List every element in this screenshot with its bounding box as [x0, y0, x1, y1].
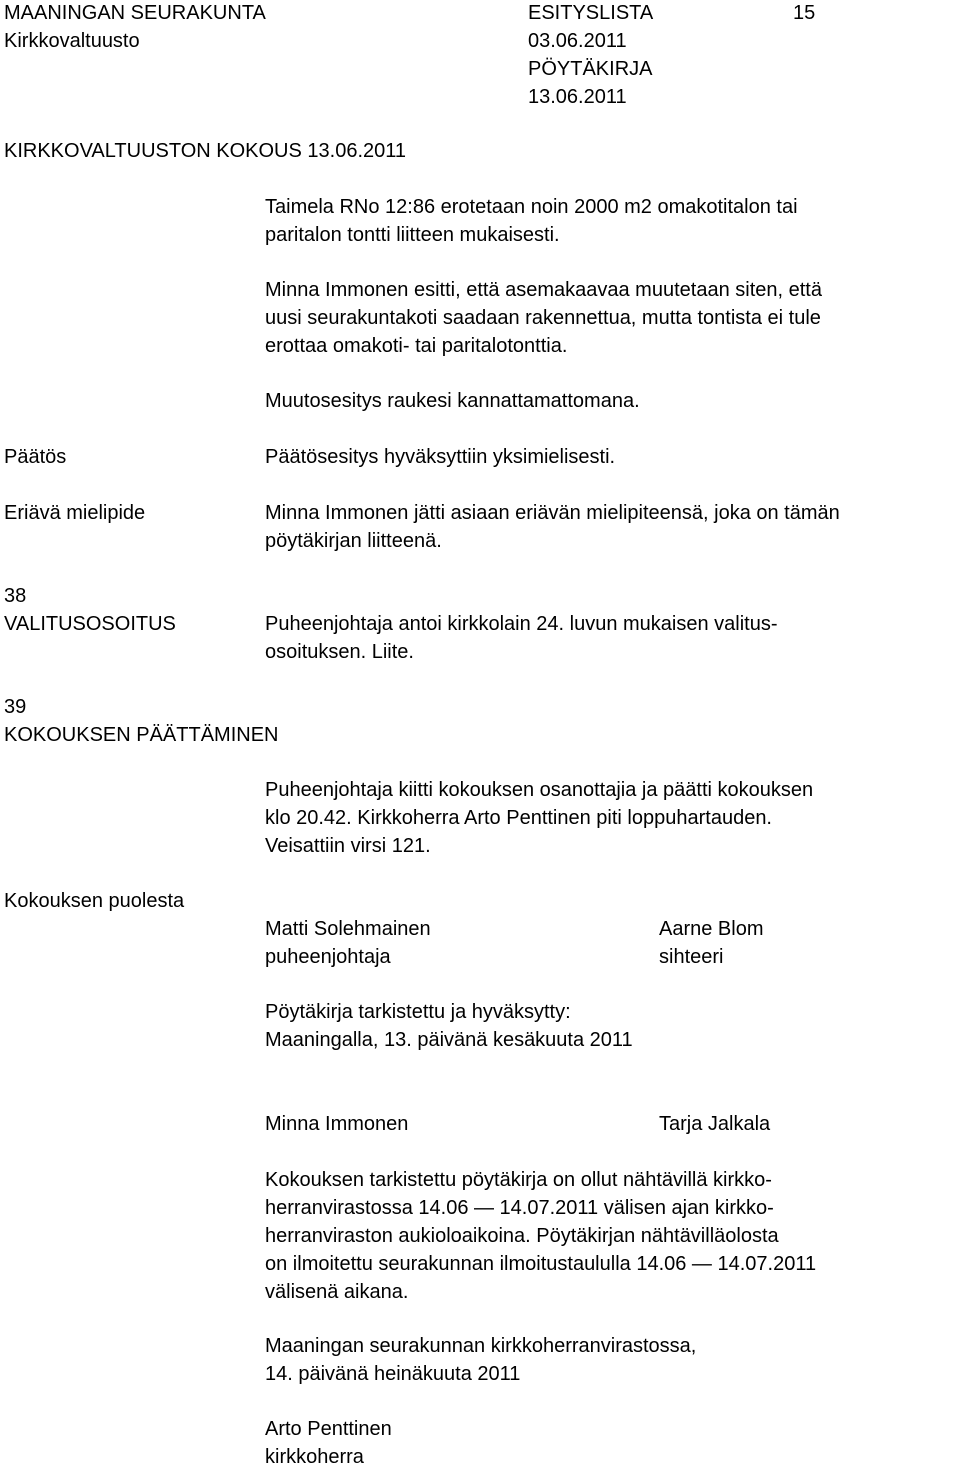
- checker-2-name: Tarja Jalkala: [659, 1113, 771, 1135]
- closing-signer-name: Arto Penttinen: [265, 1418, 392, 1440]
- section-39-title: KOKOUKSEN PÄÄTTÄMINEN: [4, 724, 279, 746]
- display-notice: [265, 1166, 816, 1306]
- intro-paragraph-2: [265, 276, 822, 360]
- text-line: Taimela RNo 12:86 erotetaan noin 2000 m2 omakotitalon tai: [265, 196, 798, 218]
- secretary-role: sihteeri: [659, 946, 724, 968]
- minutes-date: 13.06.2011: [528, 86, 627, 108]
- decision-text: Päätösesitys hyväksyttiin yksimielisesti.: [265, 446, 616, 468]
- checker-1-name: Minna Immonen: [265, 1113, 409, 1135]
- text-line: Minna Immonen jätti asiaan eriävän mielipiteensä, joka on tämän: [265, 502, 840, 524]
- section-38-title: VALITUSOSOITUS: [4, 613, 176, 635]
- governing-body-name: Kirkkovaltuusto: [4, 30, 140, 52]
- text-line: Puheenjohtaja kiitti kokouksen osanottajia ja päätti kokouksen: [265, 779, 814, 801]
- text-line: klo 20.42. Kirkkoherra Arto Penttinen piti loppuhartauden.: [265, 807, 772, 829]
- verification-place-date: Maaningalla, 13. päivänä kesäkuuta 2011: [265, 1029, 633, 1051]
- intro-paragraph-3: [265, 387, 640, 415]
- intro-paragraph-1: [265, 193, 798, 249]
- page-number: 15: [793, 2, 816, 24]
- text-line: Minna Immonen esitti, että asemakaavaa muutetaan siten, että: [265, 279, 822, 301]
- text-line: Kokouksen tarkistettu pöytäkirja on ollut nähtävillä kirkko-: [265, 1169, 772, 1191]
- text-line: Veisattiin virsi 121.: [265, 835, 431, 857]
- closing-signer-role: kirkkoherra: [265, 1446, 364, 1468]
- organization-name: MAANINGAN SEURAKUNTA: [4, 2, 266, 24]
- text-line: erottaa omakoti- tai paritalotonttia.: [265, 335, 568, 357]
- text-line: Puheenjohtaja antoi kirkkolain 24. luvun mukaisen valitus-: [265, 613, 778, 635]
- verification-label: Pöytäkirja tarkistettu ja hyväksytty:: [265, 1001, 571, 1023]
- text-line: Maaningan seurakunnan kirkkoherranvirastossa,: [265, 1335, 697, 1357]
- text-line: on ilmoitettu seurakunnan ilmoitustaululla 14.06 — 14.07.2011: [265, 1253, 817, 1275]
- section-39-number: 39: [4, 696, 27, 718]
- section-38-number: 38: [4, 585, 27, 607]
- decision-label: Päätös: [4, 446, 67, 468]
- secretary-name: Aarne Blom: [659, 918, 764, 940]
- section-38-text: [265, 610, 778, 666]
- chair-role: puheenjohtaja: [265, 946, 391, 968]
- chair-name: Matti Solehmainen: [265, 918, 431, 940]
- minutes-label: PÖYTÄKIRJA: [528, 58, 653, 80]
- text-line: herranvirastossa 14.06 — 14.07.2011 välisen ajan kirkko-: [265, 1197, 774, 1219]
- dissent-label: Eriävä mielipide: [4, 502, 146, 524]
- text-line: välisenä aikana.: [265, 1281, 409, 1303]
- text-line: paritalon tontti liitteen mukaisesti.: [265, 224, 560, 246]
- section-39-text: [265, 776, 813, 860]
- on-behalf-label: Kokouksen puolesta: [4, 890, 185, 912]
- text-line: osoituksen. Liite.: [265, 641, 414, 663]
- document-type: ESITYSLISTA: [528, 2, 654, 24]
- text-line: 14. päivänä heinäkuuta 2011: [265, 1363, 521, 1385]
- text-line: herranviraston aukioloaikoina. Pöytäkirjan nähtävilläolosta: [265, 1225, 779, 1247]
- text-line: Muutosesitys raukesi kannattamattomana.: [265, 390, 640, 412]
- dissent-text: [265, 499, 840, 555]
- meeting-title: KIRKKOVALTUUSTON KOKOUS 13.06.2011: [4, 140, 407, 162]
- closing-place-date: [265, 1332, 696, 1388]
- text-line: uusi seurakuntakoti saadaan rakennettua, mutta tontista ei tule: [265, 307, 821, 329]
- text-line: pöytäkirjan liitteenä.: [265, 530, 442, 552]
- agenda-date: 03.06.2011: [528, 30, 627, 52]
